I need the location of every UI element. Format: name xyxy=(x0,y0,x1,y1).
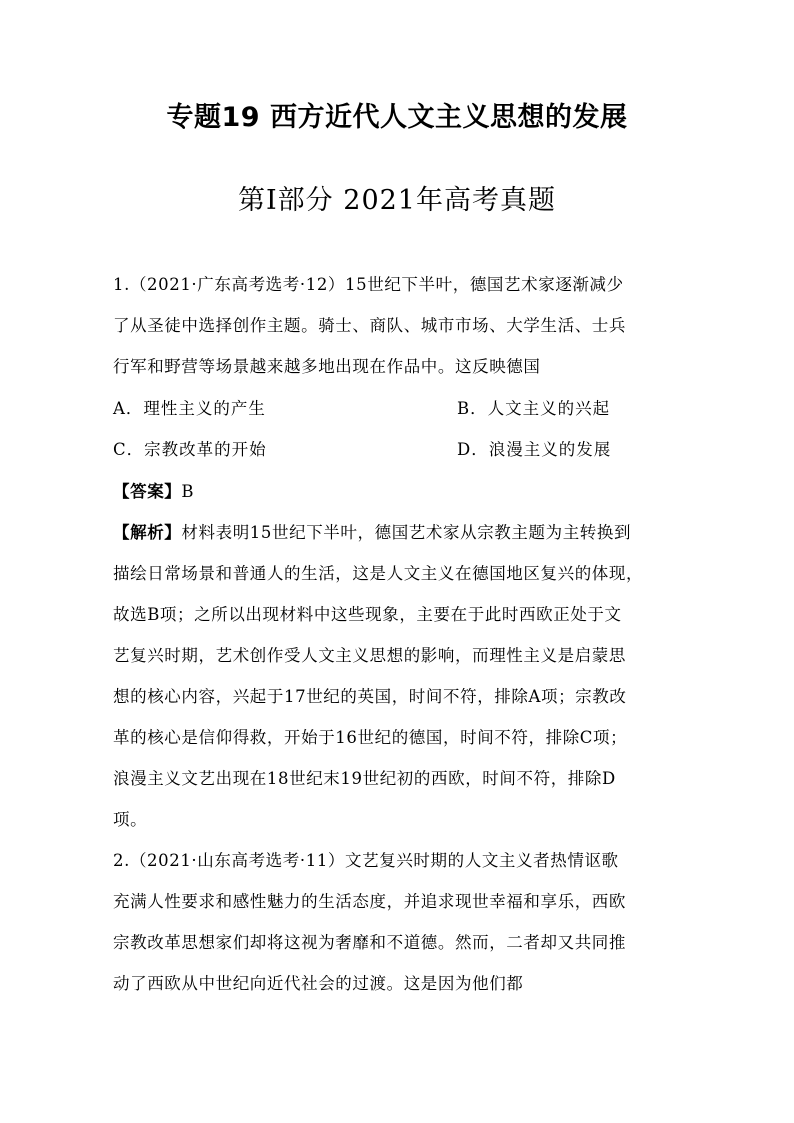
question-1-stem-line-1: 1.（2021·广东高考选考·12）15世纪下半叶，德国艺术家逐渐减少 xyxy=(113,275,624,294)
question-2-stem-line-3: 宗教改革思想家们却将这视为奢靡和不道德。然而，二者却又共同推 xyxy=(113,933,626,952)
analysis-line-2: 描绘日常场景和普通人的生活，这是人文主义在德国地区复兴的体现， xyxy=(113,564,644,583)
question-2-stem-line-4: 动了西欧从中世纪向近代社会的过渡。这是因为他们都 xyxy=(113,974,524,993)
analysis-line-8: 项。 xyxy=(113,810,148,829)
option-c: C．宗教改革的开始 xyxy=(113,440,267,459)
analysis-text-first: 材料表明15世纪下半叶，德国艺术家从宗教主题为主转换到 xyxy=(181,523,632,542)
answer-label: 【答案】 xyxy=(113,482,182,501)
analysis-line-5: 想的核心内容，兴起于17世纪的英国，时间不符，排除A项；宗教改 xyxy=(113,687,627,706)
analysis-label: 【解析】 xyxy=(113,523,182,542)
question-1-stem-line-3: 行军和野营等场景越来越多地出现在作品中。这反映德国 xyxy=(113,357,541,376)
answer-value: B xyxy=(181,482,195,501)
question-2-stem-line-2: 充满人性要求和感性魅力的生活态度，并追求现世幸福和享乐，西欧 xyxy=(113,892,626,911)
analysis-line-4: 艺复兴时期，艺术创作受人文主义思想的影响，而理性主义是启蒙思 xyxy=(113,646,626,665)
document-title: 专题19 西方近代人文主义思想的发展 xyxy=(166,102,628,133)
analysis-line-3: 故选B项；之所以出现材料中这些现象，主要在于此时西欧正处于文 xyxy=(113,605,622,624)
option-d: D．浪漫主义的发展 xyxy=(457,440,612,459)
option-a: A．理性主义的产生 xyxy=(113,399,266,418)
option-b: B．人文主义的兴起 xyxy=(457,399,611,418)
analysis-line-6: 革的核心是信仰得救，开始于16世纪的德国，时间不符，排除C项； xyxy=(113,728,628,747)
section-title: 第Ⅰ部分 2021年高考真题 xyxy=(238,185,556,216)
question-2-stem-line-1: 2.（2021·山东高考选考·11）文艺复兴时期的人文主义者热情讴歌 xyxy=(113,851,619,870)
analysis-line-1 xyxy=(113,520,631,546)
analysis-line-7: 浪漫主义文艺出现在18世纪末19世纪初的西欧，时间不符，排除D xyxy=(113,769,616,788)
answer-line xyxy=(113,479,194,505)
question-1-stem-line-2: 了从圣徒中选择创作主题。骑士、商队、城市市场、大学生活、士兵 xyxy=(113,316,626,335)
